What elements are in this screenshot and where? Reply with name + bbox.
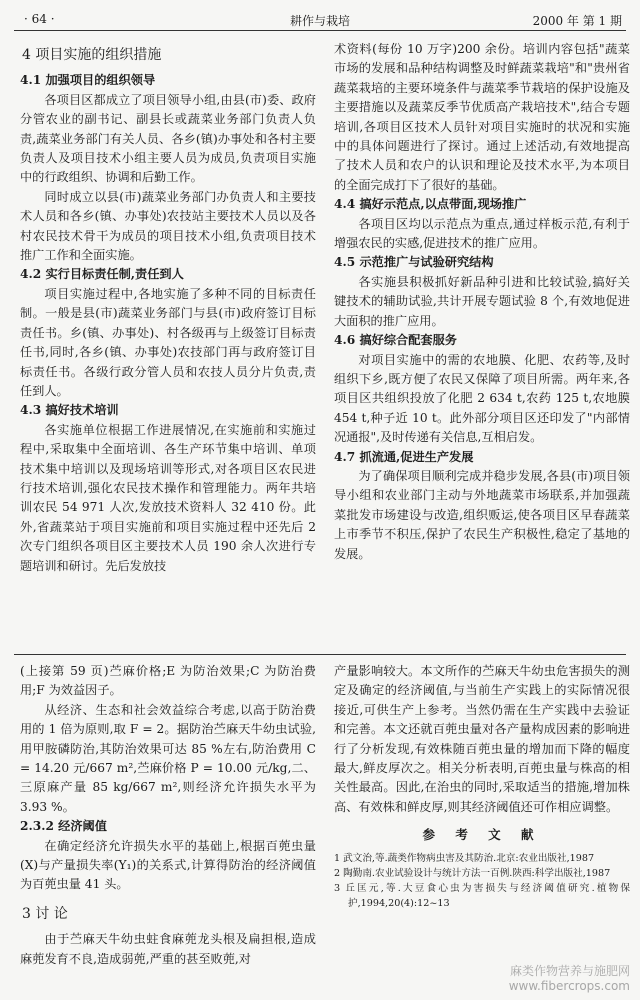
paragraph: 产量影响较大。本文所作的苎麻天牛幼虫危害损失的测定及确定的经济阈值,与当前生产实践上的实际情况很接近,可供生产上参考。当然仍需在生产实践中去验证和完善。本文还就百蔸虫量对各产量构成因素的影响进行了分析发现,有效株随百蔸虫量的增加而下降的幅度最大,鲜皮厚次之。相关分析表明,百蔸虫量与株高的相关性最高。因此,在治虫的同时,采取适当的措施,增加株高、有效株和鲜皮厚,则其经济阈值还可作相应调整。 <box>334 664 630 814</box>
subsection-heading: 4.3 搞好技术培训 <box>20 403 119 418</box>
paragraph: 各项目区都成立了项目领导小组,由县(市)委、政府分管农业的副书记、副县长或蔬菜业务部门负责人负责,蔬菜业务部门有关人员、各乡(镇)办事处和各村主要负责人及项目技术小组主要人员为成员,负责项目实施中的行政组织、协调和后勤工作。 <box>20 92 316 185</box>
paragraph: 各实施单位根据工作进展情况,在实施前和实施过程中,采取集中全面培训、各生产环节集中培训、单项技术集中培训以及现场培训等形式,对各项目区农民进行技术培训,强化农民技术操作和管理能力。两年共培训农民 54 971 人次,发放技术资料人 32 410 份。此外,省蔬菜站于项目实施前和项目实施过程中还先后 2 次专门组织各项目区主要技术人员 190 余人次进行专题培训和研讨。先后发放技 <box>20 422 316 573</box>
column-lower-right <box>334 662 630 911</box>
continued-from-note: (上接第 59 页)苎麻价格;E 为防治效果;C 为防治费用;F 为效益因子。 <box>20 664 316 698</box>
section-heading-discussion: 3 讨 论 <box>22 905 68 922</box>
subsection-heading: 4.1 加强项目的组织领导 <box>20 73 156 88</box>
issue-label: 2000 年 第 1 期 <box>532 14 622 28</box>
paragraph: 在确定经济允许损失水平的基础上,根据百蔸虫量(X)与产量损失率(Y₁)的关系式,计算得防治的经济阈值为百蔸虫量 41 头。 <box>20 838 316 892</box>
subsection-heading: 2.3.2 经济阈值 <box>20 819 107 834</box>
watermark-title: 麻类作物营养与施肥网 <box>509 964 630 978</box>
section-heading: 4 项目实施的组织措施 <box>22 47 162 63</box>
paragraph: 为了确保项目顺利完成并稳步发展,各县(市)项目领导小组和农业部门主动与外地蔬菜市场联系,并加强蔬菜批发市场建设与改造,组织贩运,使各项目区早春蔬菜上市季节不积压,保护了农民生产积极性,稳定了基地的发展。 <box>334 468 630 561</box>
subsection-heading: 4.6 搞好综合配套服务 <box>334 333 457 348</box>
subsection-heading: 4.2 实行目标责任制,责任到人 <box>20 267 184 282</box>
paragraph: 从经济、生态和社会效益综合考虑,以高于防治费用的 1 倍为原则,取 F = 2。据防治苎麻天牛幼虫试验,用甲胺磷防治,其防治效果可达 85 %左右,防治费用 C = 14.20 元/667 m²,苎麻价格 P = 10.00 元/kg,二、三原麻产量 85 kg/667 m²,则经济允许损失水平为 3.93 %。 <box>20 702 316 814</box>
reference-item: 1 武文治,等.蔬类作物病虫害及其防治.北京:农业出版社,1987 <box>334 852 595 864</box>
column-upper-left <box>20 40 316 576</box>
paragraph: 同时成立以县(市)蔬菜业务部门办负责人和主要技术人员和各乡(镇、办事处)农技站主要技术人员以及各村农民技术骨干为成员的项目技术小组,负责项目技术推广工作和全面实施。 <box>20 189 316 263</box>
reference-item: 2 陶勤南.农业试验设计与统计方法一百例.陕西:科学出版社,1987 <box>334 867 611 879</box>
references-heading: 参 考 文 献 <box>422 827 542 843</box>
subsection-heading: 4.4 搞好示范点,以点带面,现场推广 <box>334 197 527 212</box>
page-number: · 64 · <box>24 12 55 26</box>
site-watermark <box>509 964 630 994</box>
article-divider <box>14 654 626 655</box>
subsection-heading: 4.5 示范推广与试验研究结构 <box>334 255 494 270</box>
paragraph: 各项目区均以示范点为重点,通过样板示范,有利于增强农民的实感,促进技术的推广应用。 <box>334 216 630 251</box>
running-header <box>14 8 626 31</box>
paragraph: 项目实施过程中,各地实施了多种不同的目标责任制。一般是县(市)蔬菜业务部门与县(市)政府签订目标责任书。乡(镇、办事处)、村各级再与上级签订目标责任书,同时,各乡(镇、办事处)农技部门再与政府签订目标责任书。各级行政分管人员和农技人员分片负责,责任到人。 <box>20 286 316 398</box>
paragraph: 对项目实施中的需的农地膜、化肥、农药等,及时组织下乡,既方便了农民又保障了项目所需。两年来,各项目区共组织投放了化肥 2 634 t,农药 125 t,农地膜 454 t,种子近 10 t。此外部分项目区还印发了"内部情况通报",及时传递有关信息,互相启发。 <box>334 352 630 445</box>
reference-item: 3 丘匡元,等.大豆食心虫为害损失与经济阈值研究.植物保护,1994,20(4):12~13 <box>334 882 630 909</box>
paragraph: 各实施县积极抓好新品种引进和比较试验,搞好关键技术的辅助试验,共计开展专题试验 8 个,有效地促进大面积的推广应用。 <box>334 274 630 328</box>
watermark-url: www.fibercrops.com <box>508 979 630 993</box>
journal-name: 耕作与栽培 <box>289 14 350 28</box>
paragraph: 由于苎麻天牛幼虫蛀食麻蔸龙头根及扁担根,造成麻蔸发育不良,造成弱蔸,严重的甚至败蔸,对 <box>20 932 316 966</box>
column-lower-left <box>20 662 316 969</box>
paragraph-continued: 术资料(每份 10 万字)200 余份。培训内容包括"蔬菜市场的发展和品种结构调整及时鲜蔬菜栽培"和"贵州省蔬菜栽培的主要环境条件与蔬菜季节栽培的保护设施及主要措施以及蔬菜反季节优质高产栽培技术",结合专题培训,各项目区技术人员针对项目实施时的状况和实施中的具体问题进行了探讨。通过上述活动,有效地提高了技术人员和农户的认识和理论及技术水平,为本项目的全面完成打下了很好的基础。 <box>334 42 630 192</box>
column-upper-right <box>334 40 630 564</box>
subsection-heading: 4.7 抓流通,促进生产发展 <box>334 449 474 464</box>
